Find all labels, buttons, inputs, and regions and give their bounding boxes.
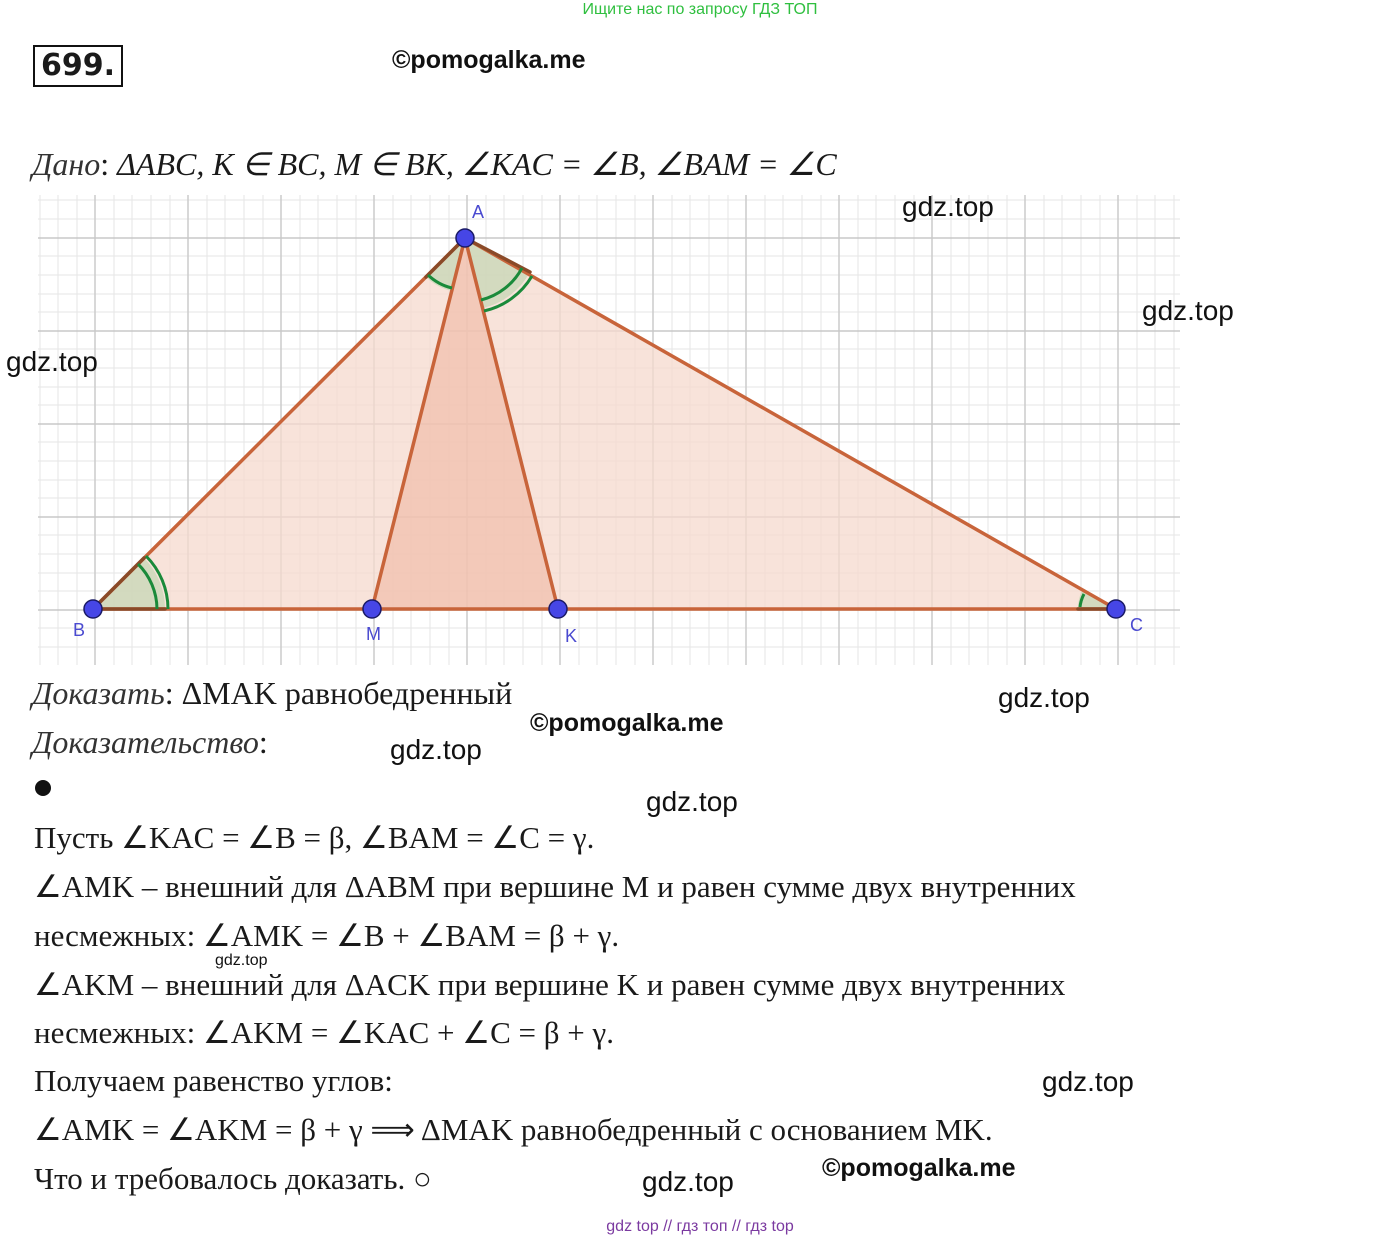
top-banner: Ищите нас по запросу ГДЗ ТОП bbox=[582, 1, 818, 18]
watermark-gdz-small: gdz.top bbox=[215, 952, 268, 969]
watermark-pomogalka: ©pomogalka.me bbox=[392, 46, 586, 74]
watermark-pomogalka: ©pomogalka.me bbox=[530, 709, 724, 737]
proof-line: несмежных: ∠AMK = ∠B + ∠BAM = β + γ. bbox=[34, 918, 620, 953]
bullet-point bbox=[35, 780, 51, 796]
proof-line: несмежных: ∠AKM = ∠KAC + ∠C = β + γ. bbox=[34, 1015, 614, 1050]
watermark-gdz: gdz.top bbox=[902, 191, 994, 222]
label-a: A bbox=[472, 202, 485, 222]
prove-line: Доказать: ΔMAK равнобедренный bbox=[32, 675, 513, 711]
prove-statement: ΔMAK равнобедренный bbox=[181, 675, 513, 711]
watermark-gdz: gdz.top bbox=[998, 682, 1090, 713]
triangle-figure bbox=[0, 185, 1200, 670]
label-c: C bbox=[1130, 615, 1143, 635]
proof-line: Получаем равенство углов: bbox=[34, 1063, 393, 1098]
proof-line: ∠AMK = ∠AKM = β + γ ⟹ ΔMAK равнобедренный с основанием MK. bbox=[34, 1112, 993, 1147]
proof-line: ∠AMK – внешний для ΔABM при вершине M и равен сумме двух внутренних bbox=[34, 869, 1076, 904]
watermark-pomogalka: ©pomogalka.me bbox=[822, 1154, 1016, 1182]
label-b: B bbox=[73, 620, 86, 640]
label-m: M bbox=[366, 624, 381, 644]
proof-heading: Доказательство: bbox=[32, 724, 268, 760]
point-m bbox=[363, 600, 381, 618]
proof-label: Доказательство bbox=[32, 724, 259, 760]
proof-line: Что и требовалось доказать. ○ bbox=[34, 1161, 432, 1196]
point-k bbox=[549, 600, 567, 618]
watermark-gdz: gdz.top bbox=[1042, 1066, 1134, 1097]
point-c bbox=[1107, 600, 1125, 618]
proof-line: ∠AKM – внешний для ΔACK при вершине K и равен сумме двух внутренних bbox=[34, 967, 1066, 1002]
task-number: 699. bbox=[33, 45, 123, 87]
given-label: Дано bbox=[32, 146, 101, 182]
proof-line: Пусть ∠KAC = ∠B = β, ∠BAM = ∠C = γ. bbox=[34, 820, 595, 855]
watermark-gdz: gdz.top bbox=[642, 1166, 734, 1197]
label-k: K bbox=[565, 626, 578, 646]
watermark-gdz: gdz.top bbox=[6, 346, 98, 377]
footer-links[interactable]: gdz top // гдз топ // гдз top bbox=[606, 1218, 794, 1235]
point-b bbox=[84, 600, 102, 618]
given-line: Дано: ΔABC, K ∈ BC, M ∈ BK, ∠KAC = ∠B, ∠BAM = ∠C bbox=[32, 146, 837, 182]
point-a bbox=[456, 229, 474, 247]
watermark-gdz: gdz.top bbox=[1142, 295, 1234, 326]
prove-label: Доказать bbox=[32, 675, 165, 711]
watermark-gdz: gdz.top bbox=[646, 786, 738, 817]
watermark-gdz: gdz.top bbox=[390, 734, 482, 765]
given-statement: ΔABC, K ∈ BC, M ∈ BK, ∠KAC = ∠B, ∠BAM = ∠C bbox=[117, 146, 837, 182]
